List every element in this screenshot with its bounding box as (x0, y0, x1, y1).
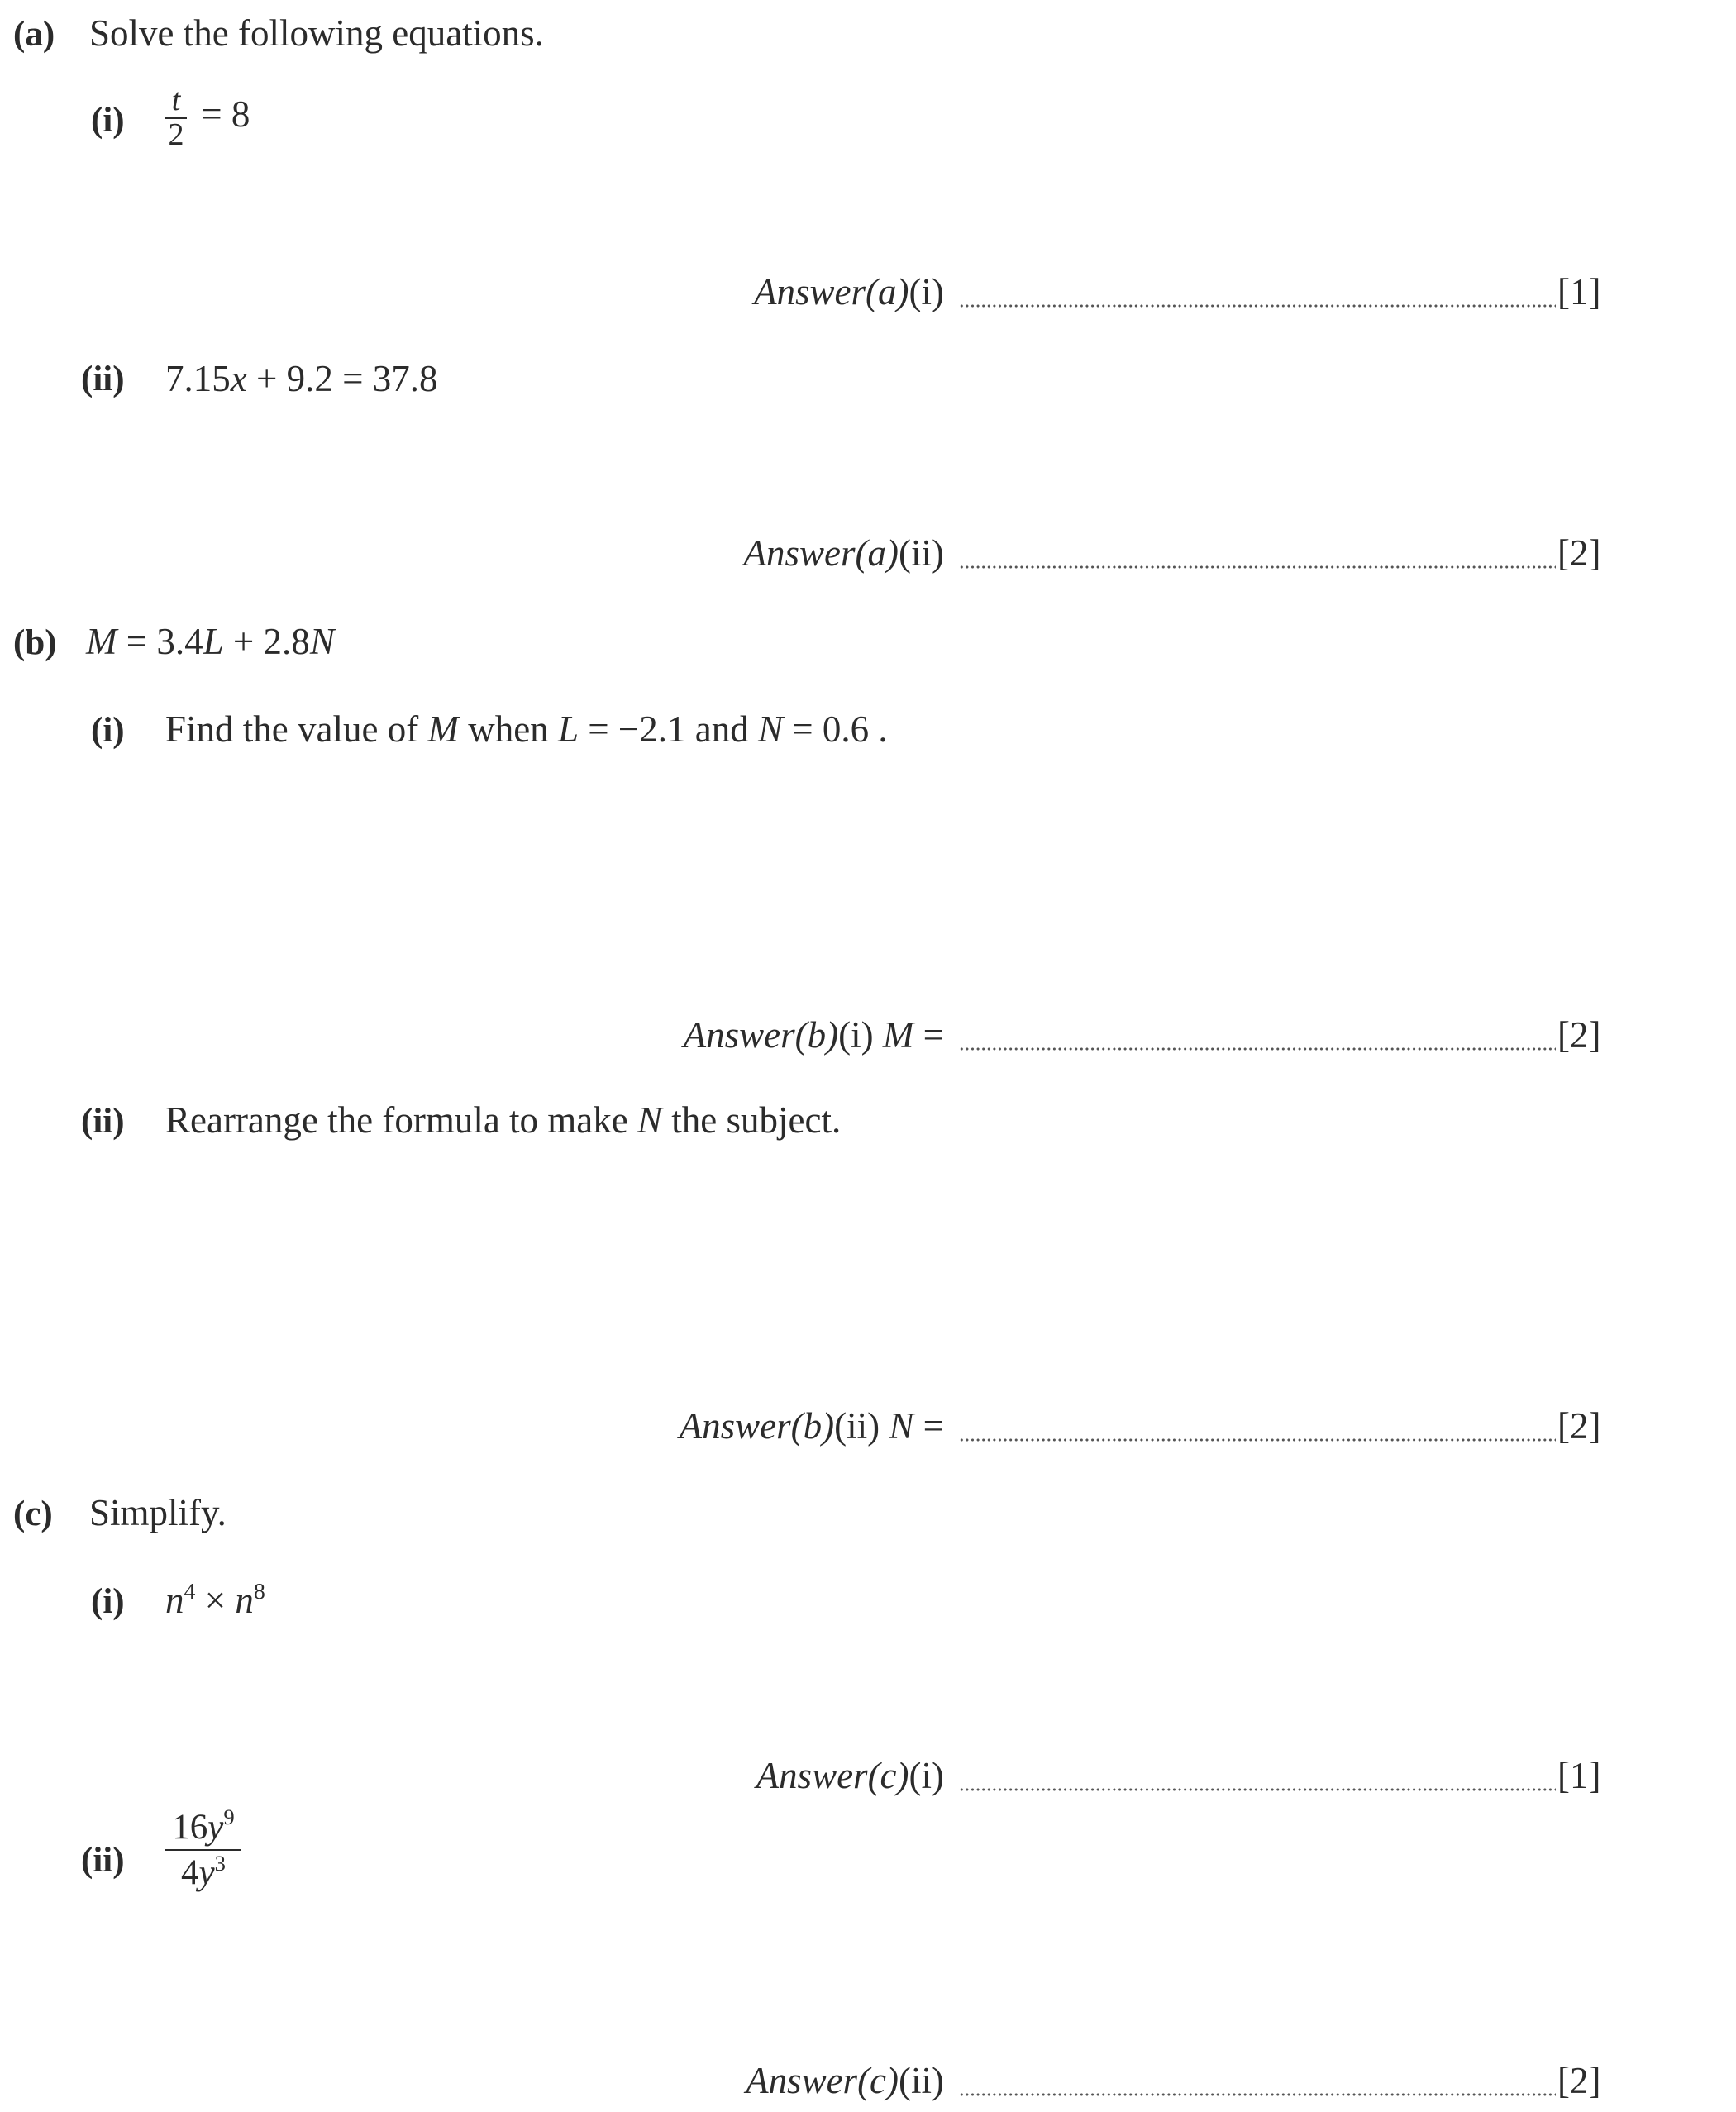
part-a-label: (a) (13, 15, 55, 54)
answer-label (756, 1757, 944, 1795)
marks-label: [1] (1557, 271, 1601, 312)
marks-label: [1] (1557, 1755, 1601, 1796)
answer-suffix: (i) (909, 1755, 944, 1796)
marks-label: [2] (1557, 1405, 1601, 1447)
part-a-instruction: Solve the following equations. (89, 12, 544, 54)
answer-label: Answer(b)(i) M = (683, 1014, 944, 1056)
answer-suffix: (ii) (834, 1405, 889, 1447)
part-b-ii-label: (ii) (81, 1102, 125, 1141)
answer-prefix: Answer(c) (746, 2060, 899, 2101)
answer-row-b-i (0, 1014, 1612, 1066)
answer-line[interactable] (959, 1787, 1556, 1792)
part-b-ii-question: Rearrange the formula to make N the subject. (165, 1099, 842, 1141)
fraction-t-over-2 (165, 84, 187, 152)
fraction-16y9-over-4y3 (165, 1804, 241, 1893)
answer-line[interactable] (959, 1046, 1556, 1051)
marks-label: [2] (1557, 1014, 1601, 1056)
answer-line[interactable] (959, 303, 1556, 308)
fraction-numerator: t (171, 83, 181, 117)
answer-prefix: Answer(b) (679, 1405, 835, 1447)
answer-label (746, 2062, 944, 2100)
marks-label: [2] (1557, 2060, 1601, 2101)
answer-row-a-ii (0, 532, 1612, 584)
answer-row-b-ii (0, 1405, 1612, 1457)
part-c-instruction: Simplify. (89, 1492, 227, 1533)
part-b-label: (b) (13, 623, 57, 662)
answer-suffix: (ii) (899, 2060, 944, 2101)
answer-prefix: Answer(c) (756, 1755, 909, 1796)
answer-row-c-i (0, 1757, 1612, 1807)
part-c-label: (c) (13, 1495, 53, 1533)
answer-suffix: (i) (909, 271, 944, 312)
part-b-i-question: Find the value of M when L = −2.1 and N = 0.6 . (165, 708, 888, 750)
fraction-denominator: 2 (168, 117, 184, 152)
answer-row-a-i (0, 271, 1612, 323)
fraction-denominator: $4y^3$ (181, 1850, 226, 1893)
part-a-ii-equation: 7.15x + 9.2 = 37.8 (165, 358, 438, 399)
part-a-i-equation (165, 84, 250, 152)
answer-label: Answer(b)(ii) N = (679, 1405, 944, 1447)
answer-suffix: (i) (838, 1014, 883, 1056)
part-c-ii-expression (165, 1804, 241, 1893)
marks-label: [2] (1557, 532, 1601, 574)
answer-line[interactable] (959, 2092, 1556, 2097)
fraction-numerator: $16y^9$ (172, 1804, 235, 1847)
equation-rhs: = 8 (201, 93, 250, 136)
answer-prefix: Answer(a) (754, 271, 909, 312)
answer-line[interactable] (959, 565, 1556, 570)
answer-suffix: (ii) (899, 532, 944, 574)
part-c-i-label: (i) (91, 1582, 125, 1621)
answer-row-c-ii (0, 2062, 1612, 2112)
part-c-i-expression: $n^4 \times n^8$ (165, 1578, 265, 1621)
answer-label (743, 532, 944, 574)
answer-prefix: Answer(a) (743, 532, 899, 574)
part-a-i-label: (i) (91, 101, 125, 140)
part-c-ii-label: (ii) (81, 1841, 125, 1880)
part-b-i-label: (i) (91, 711, 125, 750)
answer-label (754, 271, 944, 312)
part-a-ii-label: (ii) (81, 360, 125, 398)
answer-line[interactable] (959, 1437, 1556, 1442)
part-b-formula: M = 3.4L + 2.8N (86, 621, 335, 662)
answer-prefix: Answer(b) (683, 1014, 839, 1056)
